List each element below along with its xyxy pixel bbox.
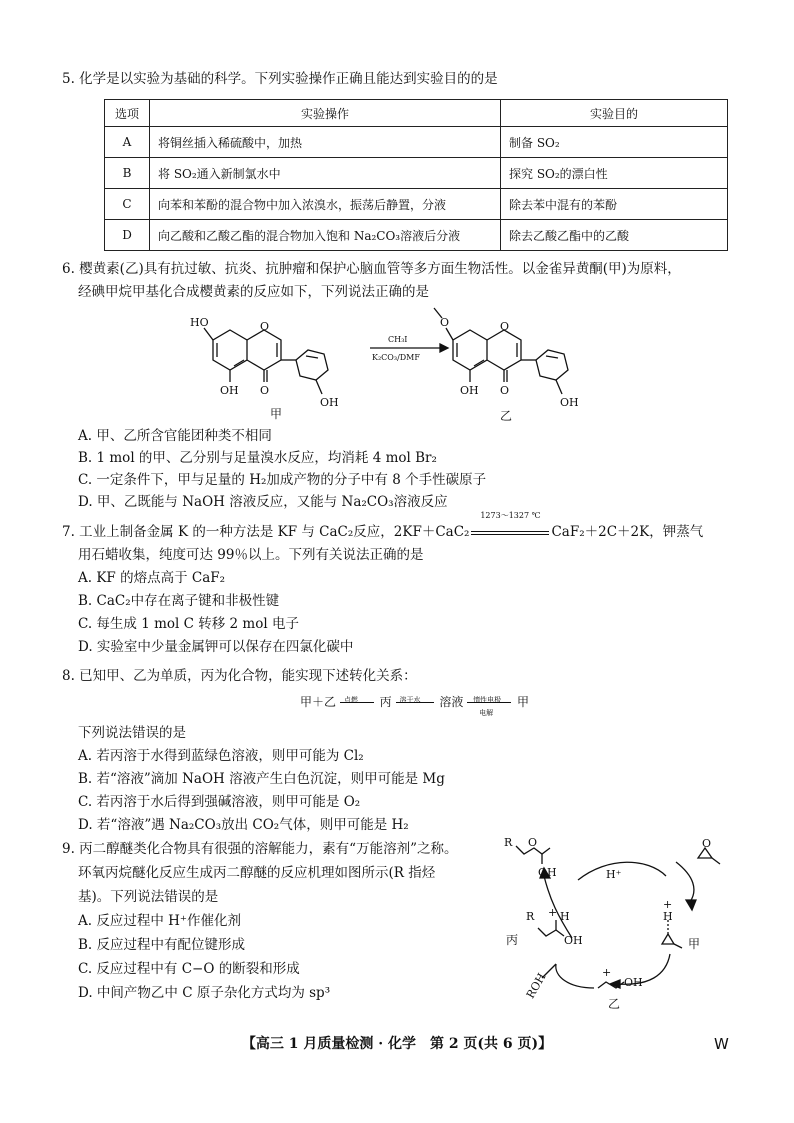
question-9-stem-line2: 环氧丙烷醚化反应生成丙二醇醚的反应机理如图所示(R 指烃: [78, 865, 436, 881]
table-cell: A: [105, 127, 150, 158]
arrow-3-top-label: 惰性电极: [473, 696, 502, 704]
hydroxyl-label: HO: [190, 316, 209, 329]
question-8-subprompt: 下列说法错误的是: [78, 725, 186, 741]
question-6-stem-line1: 6. 樱黄素(乙)具有抗过敏、抗炎、抗肿瘤和保护心脑血管等多方面生物活性。以金雀异黄酮(甲)为原料，: [62, 261, 681, 277]
question-8-stem: 8. 已知甲、乙为单质，丙为化合物，能实现下述转化关系：: [62, 668, 417, 684]
question-6-option-b: B. 1 mol 的甲、乙分别与足量溴水反应，均消耗 4 mol Br₂: [78, 450, 437, 466]
epoxide-oxygen: O: [702, 837, 712, 850]
reagent-top: CH₃I: [388, 335, 408, 344]
question-6-option-c: C. 一定条件下，甲与足量的 H₂加成产物的分子中有 8 个手性碳原子: [78, 472, 487, 488]
watermark-letter: W: [714, 1035, 729, 1053]
table-header-option: 选项: [105, 100, 150, 127]
question-6-option-d: D. 甲、乙既能与 NaOH 溶液反应，又能与 Na₂CO₃溶液反应: [78, 494, 448, 510]
question-9-option-c: C. 反应过程中有 C−O 的断裂和形成: [78, 961, 300, 977]
table-cell: 除去苯中混有的苯酚: [501, 189, 728, 220]
question-5-stem: 5. 化学是以实验为基础的科学。下列实验操作正确且能达到实验目的的是: [62, 71, 498, 87]
hydroxyl-label: OH: [220, 384, 239, 397]
product-hydroxyl: OH: [538, 866, 557, 879]
substituent-r: R: [504, 836, 513, 849]
methoxy-oxygen-label: O: [440, 316, 450, 329]
table-cell: 探究 SO₂的漂白性: [501, 158, 728, 189]
table-cell: B: [105, 158, 150, 189]
benzene-ring: [453, 330, 487, 370]
label-bing: 丙: [506, 933, 519, 947]
bing-h: H: [560, 910, 570, 923]
carbonyl-oxygen-label: O: [260, 384, 270, 397]
proton-h: H: [663, 910, 673, 923]
table-cell: D: [105, 220, 150, 251]
question-9-stem-line3: 基)。下列说法错误的是: [78, 889, 219, 905]
phenyl-ring: [296, 350, 328, 380]
conversion-scheme: [300, 694, 530, 717]
question-7-option-d: D. 实验室中少量金属钾可以保存在四氯化碳中: [78, 639, 354, 655]
table-header-row: [105, 100, 728, 127]
question-7-stem-part2: CaF₂＋2C＋2K，钾蒸气: [551, 524, 704, 540]
table-header-operation: 实验操作: [150, 100, 501, 127]
carbocation-plus: +: [602, 966, 612, 979]
table-cell: 除去乙酸乙酯中的乙酸: [501, 220, 728, 251]
pyranone-ring: [487, 330, 521, 370]
reaction-condition: 1273～1327 ℃: [480, 511, 541, 520]
pyranone-ring: [247, 330, 281, 370]
hydroxyl-label: OH: [460, 384, 479, 397]
table-header-purpose: 实验目的: [501, 100, 728, 127]
table-cell: 将铜丝插入稀硫酸中，加热: [150, 127, 501, 158]
phenyl-ring: [536, 350, 568, 380]
table-row: [105, 127, 728, 158]
ring-oxygen-label: O: [260, 320, 270, 333]
alcohol-roh: ROH: [523, 970, 549, 1001]
bing-hydroxyl: OH: [564, 934, 583, 947]
arrow-2-label: 溶于水: [399, 696, 421, 704]
table-row: [105, 189, 728, 220]
bing-plus: +: [548, 906, 558, 919]
question-6-stem-line2: 经碘甲烷甲基化合成樱黄素的反应如下，下列说法正确的是: [78, 284, 429, 300]
proton-plus: +: [663, 898, 673, 911]
label-jia: 甲: [270, 407, 283, 421]
ether-oxygen: O: [528, 836, 538, 849]
table-row: [105, 220, 728, 251]
catalytic-cycle-diagram: [498, 836, 738, 1016]
scheme-product: 甲: [517, 695, 530, 709]
table-cell: 将 SO₂通入新制氯水中: [150, 158, 501, 189]
scheme-arrow-2: [396, 696, 436, 704]
reaction-scheme-structures: [190, 302, 630, 424]
scheme-bing: 丙: [379, 695, 392, 709]
scheme-arrow-1: [340, 696, 376, 704]
question-6-option-a: A. 甲、乙所含官能团种类不相同: [78, 428, 272, 444]
scheme-arrow-3: [467, 696, 513, 717]
question-8-option-a: A. 若丙溶于水得到蓝绿色溶液，则甲可能为 Cl₂: [78, 748, 364, 764]
table-cell: C: [105, 189, 150, 220]
carbonyl-oxygen-label: O: [500, 384, 510, 397]
scheme-reactants: 甲＋乙: [300, 695, 337, 709]
question-8-option-b: B. 若“溶液”滴加 NaOH 溶液产生白色沉淀，则甲可能是 Mg: [78, 771, 445, 787]
reagent-bottom: K₂CO₃/DMF: [372, 353, 420, 362]
hydroxyl-label: OH: [560, 396, 579, 409]
arrow-1-label: 点燃: [343, 696, 358, 704]
question-7-stem-line2: 用石蜡收集，纯度可达 99％以上。下列有关说法正确的是: [78, 547, 424, 563]
label-jia: 甲: [688, 937, 701, 951]
page-footer: 【高三 1 月质量检测 · 化学 第 2 页(共 6 页)】: [241, 1036, 553, 1052]
question-7-option-a: A. KF 的熔点高于 CaF₂: [78, 570, 226, 586]
benzene-ring: [213, 330, 247, 370]
question-7-option-b: B. CaC₂中存在离子键和非极性键: [78, 593, 280, 609]
question-9-option-a: A. 反应过程中 H⁺作催化剂: [78, 913, 242, 929]
scheme-solution: 溶液: [439, 695, 464, 709]
ring-oxygen-label: O: [500, 320, 510, 333]
arrow-3-bottom-label: 电解: [479, 709, 494, 717]
table-cell: 向乙酸和乙酸乙酯的混合物加入饱和 Na₂CO₃溶液后分液: [150, 220, 501, 251]
table-cell: 制备 SO₂: [501, 127, 728, 158]
question-7-stem-line1: [62, 511, 704, 543]
question-9-stem-line1: 9. 丙二醇醚类化合物具有很强的溶解能力，素有“万能溶剂”之称。: [62, 841, 458, 857]
question-8-option-d: D. 若“溶液”遇 Na₂CO₃放出 CO₂气体，则甲可能是 H₂: [78, 817, 409, 833]
catalyst-h-plus: H⁺: [606, 868, 622, 881]
question-7-stem-part1: 7. 工业上制备金属 K 的一种方法是 KF 与 CaC₂反应，2KF＋CaC₂: [62, 524, 470, 540]
experiment-table: [104, 99, 728, 251]
bing-substituent-r: R: [526, 910, 535, 923]
table-cell: 向苯和苯酚的混合物中加入浓溴水，振荡后静置，分液: [150, 189, 501, 220]
table-row: [105, 158, 728, 189]
question-7-option-c: C. 每生成 1 mol C 转移 2 mol 电子: [78, 616, 299, 632]
reaction-condition-arrow: [469, 511, 551, 543]
question-9-option-d: D. 中间产物乙中 C 原子杂化方式均为 sp³: [78, 985, 331, 1001]
label-yi: 乙: [608, 997, 621, 1011]
protonated-epoxide: [662, 934, 674, 944]
carbocation-hydroxyl: OH: [624, 976, 643, 989]
label-yi: 乙: [500, 409, 513, 423]
question-9-option-b: B. 反应过程中有配位键形成: [78, 937, 246, 953]
question-8-option-c: C. 若丙溶于水后得到强碱溶液，则甲可能是 O₂: [78, 794, 361, 810]
hydroxyl-label: OH: [320, 396, 339, 409]
